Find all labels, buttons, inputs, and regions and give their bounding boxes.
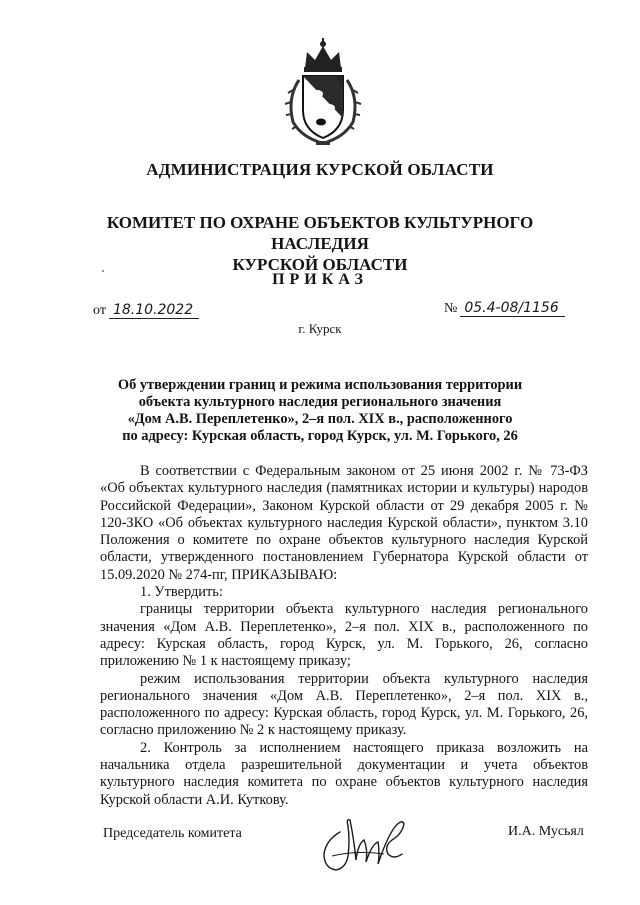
order-title	[70, 377, 570, 445]
number-prefix: №	[444, 301, 458, 316]
coat-of-arms-icon	[283, 38, 363, 148]
item-1: 1. Утвердить:	[140, 584, 223, 601]
committee-heading	[60, 212, 580, 275]
city: г. Курск	[298, 321, 342, 336]
number-value: 05.4-08/1156	[460, 300, 564, 317]
signature-image	[318, 810, 418, 882]
title-line3: «Дом А.В. Переплетенко», 2–я пол. XIX в., расположенного	[127, 411, 513, 427]
date-prefix: от	[93, 303, 106, 318]
committee-heading-line2: КУРСКОЙ ОБЛАСТИ	[232, 255, 408, 274]
item-1a: границы территории объекта культурного наследия регионального значения «Дом А.В. Переплетенко», 2–я пол. XIX в., расположенного по адресу: Курская область, город Курск, ул. М. Горького, 26, согласно приложению № 1 к настоящему приказу;	[100, 601, 588, 670]
date-value: 18.10.2022	[109, 302, 199, 319]
signatory-name: И.А. Мусьял	[508, 824, 584, 839]
item-1b: режим использования территории объекта культурного наследия регионального значения «Дом А.В. Переплетенко», 2–я пол. XIX в., расположенного по адресу: Курская область, город Курск, ул. М. Горького, 26, согласно приложению № 2 к настоящему приказу.	[100, 670, 588, 739]
intro-paragraph: В соответствии с Федеральным законом от 25 июня 2002 г. № 73-ФЗ «Об объектах культурного наследия (памятниках истории и культуры) народов Российской Федерации», Законом Курской области от 29 декабря 2005 г. № 120-ЗКО «Об объектах культурного наследия Курской области», пунктом 3.10 Положения о комитете по охране объектов культурного наследия Курской области, утвержденного постановлением Губернатора Курской области от 15.09.2020 № 274-пг, ПРИКАЗЫВАЮ:	[100, 463, 588, 583]
order-body	[100, 463, 588, 809]
document-type: ПРИКАЗ	[272, 271, 368, 288]
title-line1: Об утверждении границ и режима использования территории	[117, 377, 523, 393]
order-date	[93, 302, 199, 319]
title-line2: объекта культурного наследия регионального значения	[138, 394, 502, 410]
administration-heading: АДМИНИСТРАЦИЯ КУРСКОЙ ОБЛАСТИ	[146, 160, 494, 179]
title-line4: по адресу: Курская область, город Курск, ул. М. Горького, 26	[122, 428, 518, 444]
order-number	[444, 300, 565, 317]
item-2: 2. Контроль за исполнением настоящего приказа возложить на начальника отдела разрешительной документации и учета объектов культурного наследия комитета по охране объектов культурного наследия Курской области А.И. Куткову.	[100, 739, 588, 808]
committee-heading-line1: КОМИТЕТ ПО ОХРАНЕ ОБЪЕКТОВ КУЛЬТУРНОГО НАСЛЕДИЯ	[106, 213, 534, 253]
signatory-position: Председатель комитета	[103, 826, 242, 841]
scan-mark	[102, 270, 104, 272]
